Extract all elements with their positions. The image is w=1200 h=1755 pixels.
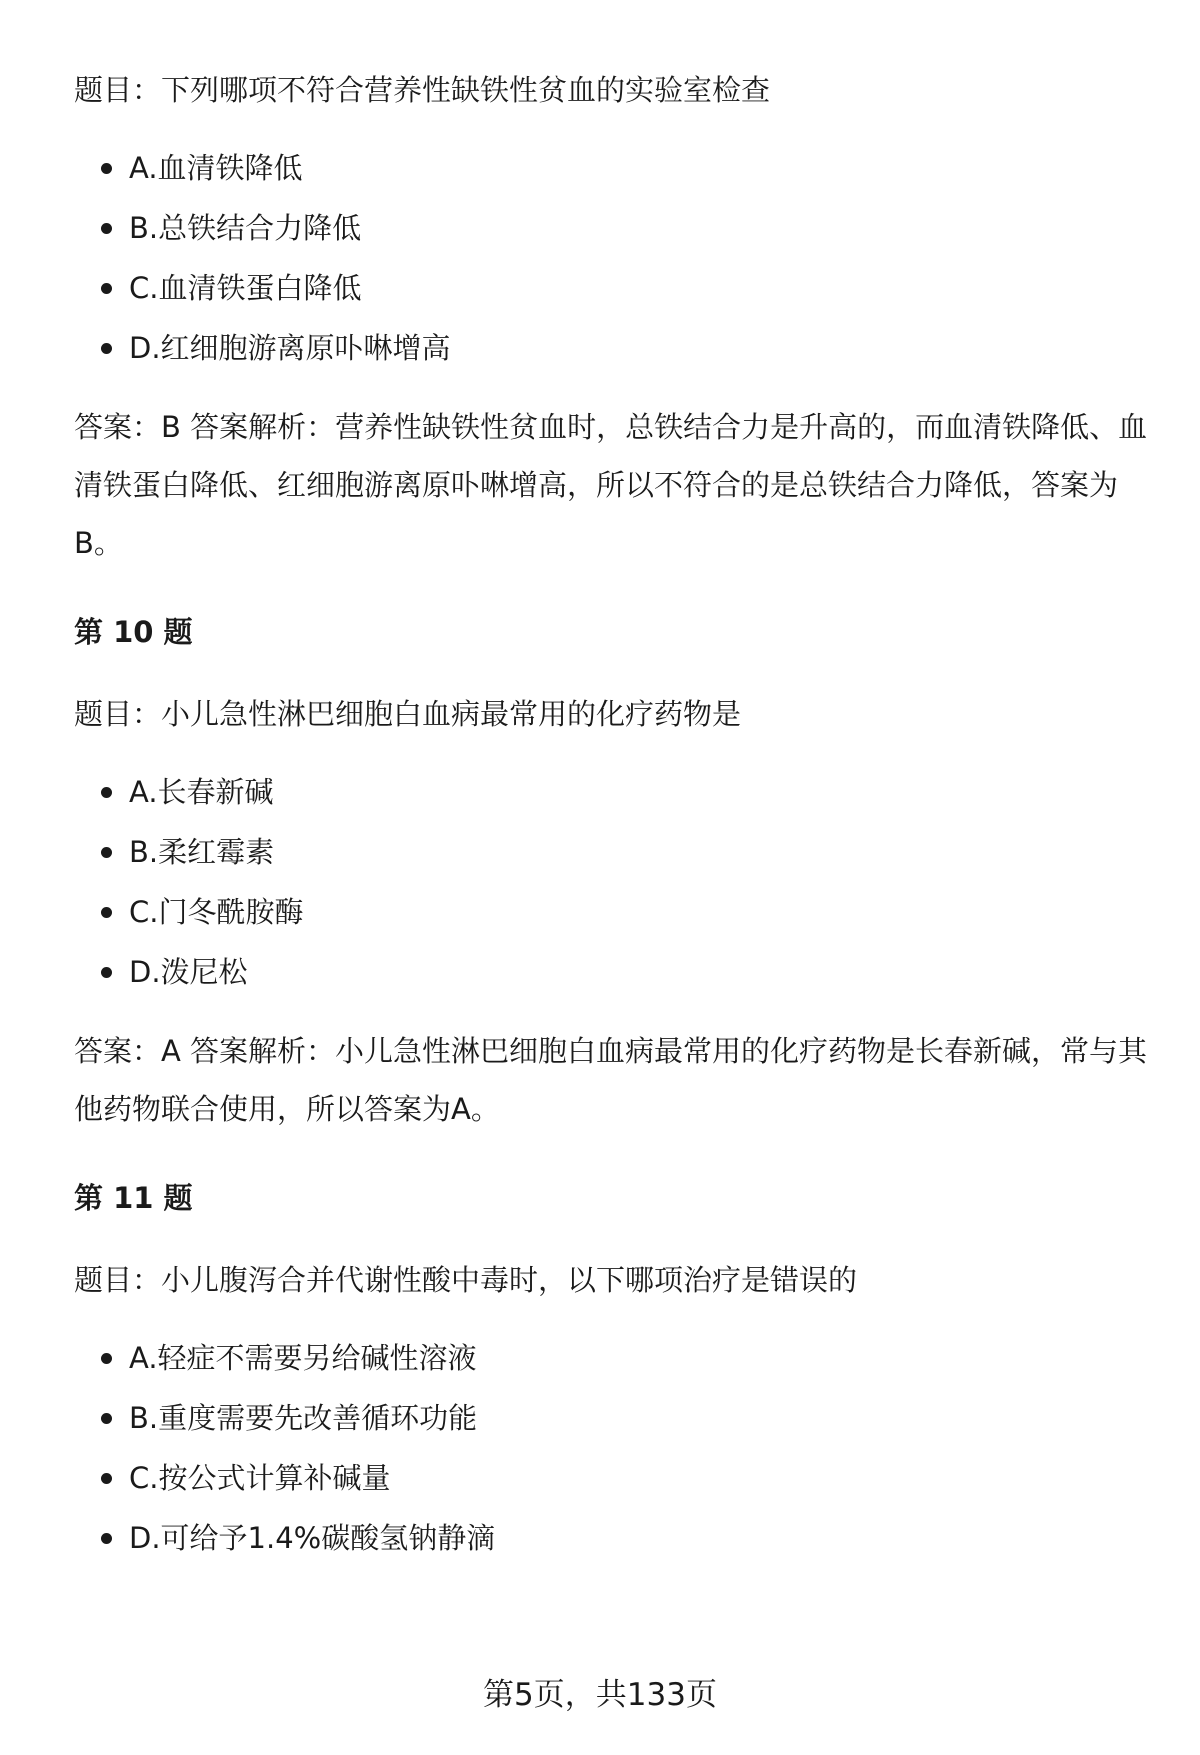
option-text: B.重度需要先改善循环功能 <box>129 1401 478 1435</box>
option-list <box>74 1328 1154 1568</box>
bullet-icon <box>101 163 112 174</box>
bullet-icon <box>101 1473 112 1484</box>
question-block <box>74 62 1154 572</box>
bullet-icon <box>101 907 112 918</box>
option-text: D.泼尼松 <box>129 955 248 989</box>
page-content <box>74 62 1154 1588</box>
option-text: A.血清铁降低 <box>129 151 303 185</box>
question-prompt: 题目：下列哪项不符合营养性缺铁性贫血的实验室检查 <box>74 73 771 107</box>
bullet-icon <box>101 1413 112 1424</box>
question-heading: 第 11 题 <box>74 1181 193 1215</box>
option-text: A.长春新碱 <box>129 775 274 809</box>
option-text: B.总铁结合力降低 <box>129 211 362 245</box>
option-text: D.可给予1.4%碳酸氢钠静滴 <box>129 1521 496 1555</box>
option-text: B.柔红霉素 <box>129 835 275 869</box>
option-item <box>74 258 1154 318</box>
option-item <box>74 822 1154 882</box>
option-item <box>74 198 1154 258</box>
option-item <box>74 1328 1154 1388</box>
option-item <box>74 1388 1154 1448</box>
option-item <box>74 138 1154 198</box>
option-item <box>74 882 1154 942</box>
bullet-icon <box>101 847 112 858</box>
option-list <box>74 762 1154 1002</box>
option-item <box>74 1508 1154 1568</box>
bullet-icon <box>101 283 112 294</box>
option-item <box>74 942 1154 1002</box>
question-heading: 第 10 题 <box>74 615 193 649</box>
bullet-icon <box>101 787 112 798</box>
answer-explanation: 答案：A 答案解析：小儿急性淋巴细胞白血病最常用的化疗药物是长春新碱，常与其他药物联合使用，所以答案为A。 <box>74 1034 1148 1126</box>
answer-explanation: 答案：B 答案解析：营养性缺铁性贫血时，总铁结合力是升高的，而血清铁降低、血清铁蛋白降低、红细胞游离原卟啉增高，所以不符合的是总铁结合力降低，答案为B。 <box>74 410 1148 560</box>
option-text: A.轻症不需要另给碱性溶液 <box>129 1341 477 1375</box>
bullet-icon <box>101 343 112 354</box>
option-text: C.血清铁蛋白降低 <box>129 271 362 305</box>
option-text: C.门冬酰胺酶 <box>129 895 304 929</box>
option-text: C.按公式计算补碱量 <box>129 1461 391 1495</box>
question-block <box>74 1170 1154 1568</box>
option-text: D.红细胞游离原卟啉增高 <box>129 331 451 365</box>
option-item <box>74 1448 1154 1508</box>
question-prompt: 题目：小儿急性淋巴细胞白血病最常用的化疗药物是 <box>74 697 742 731</box>
bullet-icon <box>101 223 112 234</box>
bullet-icon <box>101 967 112 978</box>
page-number-footer: 第5页，共133页 <box>483 1677 717 1713</box>
bullet-icon <box>101 1353 112 1364</box>
question-block <box>74 604 1154 1138</box>
option-item <box>74 762 1154 822</box>
option-list <box>74 138 1154 378</box>
question-prompt: 题目：小儿腹泻合并代谢性酸中毒时，以下哪项治疗是错误的 <box>74 1263 858 1297</box>
bullet-icon <box>101 1533 112 1544</box>
option-item <box>74 318 1154 378</box>
